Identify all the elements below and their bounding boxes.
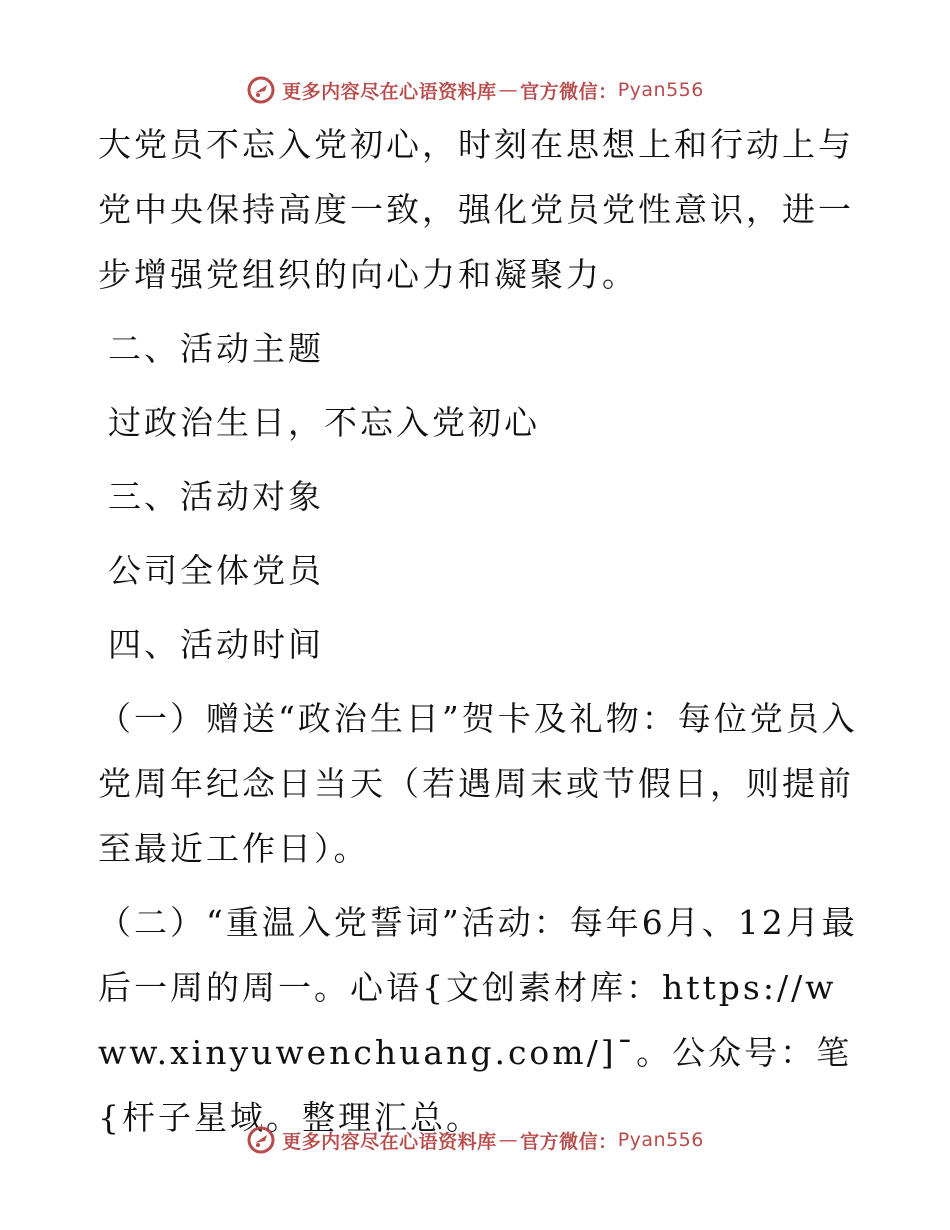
watermark-separator: —: [498, 79, 519, 101]
watermark-separator: —: [498, 1129, 519, 1151]
watermark-text: 更多内容尽在心语资料库: [282, 80, 497, 103]
footer-watermark: [0, 1120, 950, 1160]
logo-icon: [246, 75, 276, 105]
header-watermark: [0, 70, 950, 110]
logo-icon: [246, 1125, 276, 1155]
time-item-2: （二）“重温入党誓词”活动：每年6月、12月最后一周的周一。心语{文创素材库：https://www.xinyuwenchuang.com/]¯。公众号：笔{杆子星域。整理汇总。: [98, 903, 858, 1137]
theme-text: 过政治生日，不忘入党初心: [108, 403, 540, 442]
watermark-label: 官方微信：: [520, 80, 618, 103]
watermark-text: 更多内容尽在心语资料库: [282, 1130, 497, 1153]
target-text: 公司全体党员: [108, 551, 324, 590]
section-heading-target: 三、活动对象: [108, 477, 324, 516]
time-item-1: （一）赠送“政治生日”贺卡及礼物：每位党员入党周年纪念日当天（若遇周末或节假日，则提前至最近工作日）。: [98, 699, 858, 868]
watermark-id: Pyan556: [617, 1129, 704, 1151]
watermark-id: Pyan556: [617, 79, 704, 101]
section-heading-theme: 二、活动主题: [108, 329, 324, 368]
paragraph-intro: 大党员不忘入党初心，时刻在思想上和行动上与党中央保持高度一致，强化党员党性意识，进一步增强党组织的向心力和凝聚力。: [98, 125, 854, 294]
watermark-label: 官方微信：: [520, 1130, 618, 1153]
section-heading-time: 四、活动时间: [108, 625, 324, 664]
document-body: [98, 112, 858, 1159]
